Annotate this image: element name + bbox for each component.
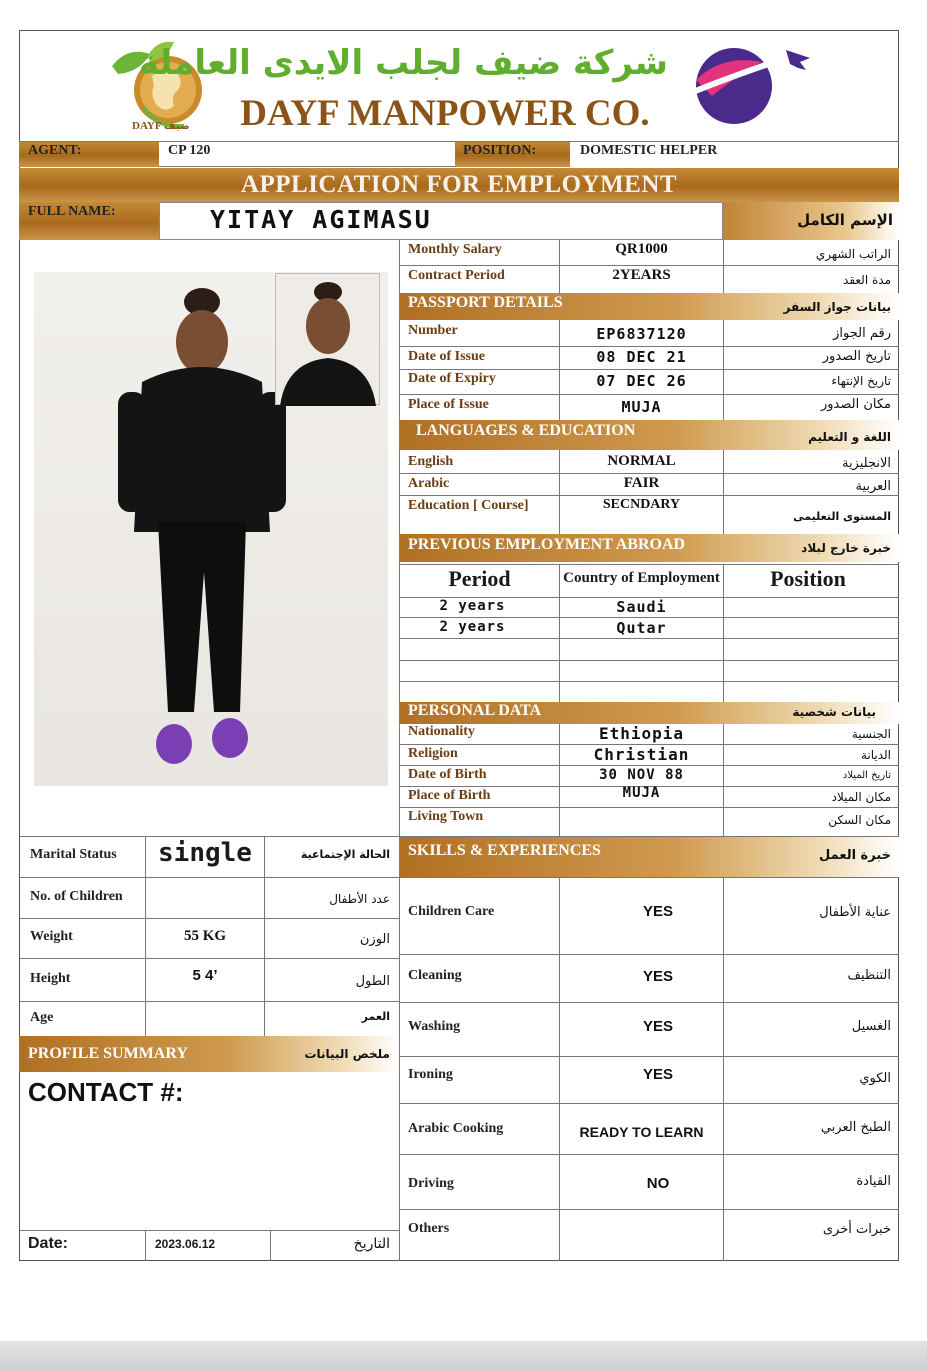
date-of-birth-value: 30 NOV 88 bbox=[599, 767, 684, 783]
place-of-birth-value: MUJA bbox=[622, 785, 661, 801]
profile-section-title: PROFILE SUMMARY bbox=[28, 1045, 188, 1062]
skill-arabic-cooking-ar: الطبخ العربي bbox=[820, 1120, 891, 1135]
religion-ar: الديانة bbox=[860, 748, 891, 762]
divider bbox=[399, 660, 899, 661]
position-value: DOMESTIC HELPER bbox=[580, 143, 718, 158]
personal-section-title-ar: بيانات شخصية bbox=[792, 705, 876, 719]
position-label: POSITION: bbox=[463, 143, 537, 158]
contact-label: CONTACT #: bbox=[28, 1077, 184, 1107]
skill-driving-ar: القيادة bbox=[856, 1174, 891, 1189]
arabic-label: Arabic bbox=[408, 476, 450, 491]
divider bbox=[399, 954, 899, 955]
divider bbox=[399, 638, 899, 639]
employment-period-2: 2 years bbox=[439, 619, 506, 635]
logo-en: DAYF bbox=[132, 120, 162, 132]
country-header: Country of Employment bbox=[563, 570, 720, 586]
arabic-ar: العربية bbox=[855, 479, 891, 494]
monthly-salary-label: Monthly Salary bbox=[408, 242, 502, 257]
divider bbox=[399, 1209, 899, 1210]
divider bbox=[399, 394, 899, 395]
date-value: 2023.06.12 bbox=[155, 1237, 216, 1251]
skill-washing-value: YES bbox=[642, 1018, 673, 1035]
plane-swoosh-icon bbox=[682, 36, 812, 128]
contract-period-value: 2YEARS bbox=[612, 267, 671, 283]
religion-label: Religion bbox=[408, 746, 458, 761]
passport-number-label: Number bbox=[408, 323, 458, 338]
passport-number-value: EP6837120 bbox=[596, 325, 687, 343]
employment-country-2: Qutar bbox=[616, 619, 667, 637]
page-bottom-edge bbox=[0, 1341, 927, 1371]
divider bbox=[723, 450, 724, 534]
english-company-title: DAYF MANPOWER CO. bbox=[240, 93, 650, 134]
place-of-issue-ar: مكان الصدور bbox=[820, 397, 891, 412]
employment-section-title: PREVIOUS EMPLOYMENT ABROAD bbox=[408, 536, 686, 553]
agent-label: AGENT: bbox=[28, 143, 82, 158]
divider bbox=[399, 369, 899, 370]
religion-value: Christian bbox=[593, 745, 690, 764]
skill-children-care-label: Children Care bbox=[408, 904, 495, 919]
logo-ar: ضيف bbox=[163, 121, 190, 132]
personal-section-title: PERSONAL DATA bbox=[408, 702, 542, 719]
contract-period-label: Contract Period bbox=[408, 268, 505, 283]
marital-status-label: Marital Status bbox=[30, 847, 117, 862]
divider bbox=[399, 807, 899, 808]
logo-caption bbox=[132, 120, 202, 134]
divider bbox=[399, 1103, 899, 1104]
divider bbox=[399, 1002, 899, 1003]
skill-cleaning-label: Cleaning bbox=[408, 968, 462, 983]
date-of-issue-ar: تاريخ الصدور bbox=[822, 349, 891, 364]
skill-others-label: Others bbox=[408, 1221, 450, 1236]
weight-value: 55 KG bbox=[183, 928, 227, 944]
contract-period-ar: مدة العقد bbox=[843, 273, 891, 287]
children-ar: عدد الأطفال bbox=[329, 892, 390, 906]
height-ar: الطول bbox=[355, 974, 390, 989]
date-of-birth-label: Date of Birth bbox=[408, 767, 487, 782]
place-of-birth-label: Place of Birth bbox=[408, 788, 491, 803]
divider bbox=[399, 346, 899, 347]
divider bbox=[399, 495, 899, 496]
skill-driving-value: NO bbox=[646, 1175, 670, 1192]
date-of-issue-label: Date of Issue bbox=[408, 349, 485, 364]
divider bbox=[19, 877, 399, 878]
weight-label: Weight bbox=[30, 929, 73, 944]
weight-ar: الوزن bbox=[359, 932, 390, 947]
divider bbox=[399, 1056, 899, 1057]
height-label: Height bbox=[30, 971, 71, 986]
full-name-value: YITAY AGIMASU bbox=[210, 205, 432, 234]
children-label: No. of Children bbox=[30, 889, 123, 904]
nationality-ar: الجنسية bbox=[851, 727, 891, 741]
english-label: English bbox=[408, 454, 454, 469]
languages-section-title: LANGUAGES & EDUCATION bbox=[416, 422, 636, 439]
english-ar: الانجليزية bbox=[841, 456, 891, 471]
languages-section-title-ar: اللغة و التعليم bbox=[808, 430, 891, 444]
divider bbox=[559, 877, 560, 1261]
divider bbox=[399, 265, 899, 266]
divider bbox=[19, 1230, 399, 1231]
position-header: Position bbox=[770, 566, 846, 591]
skill-arabic-cooking-label: Arabic Cooking bbox=[408, 1121, 504, 1136]
divider bbox=[399, 564, 899, 565]
date-of-expiry-ar: تاريخ الإنتهاء bbox=[831, 374, 891, 388]
place-of-issue-label: Place of Issue bbox=[408, 397, 489, 412]
height-value: 5 4’ bbox=[192, 967, 218, 984]
divider bbox=[399, 765, 899, 766]
divider bbox=[19, 918, 399, 919]
age-ar: العمر bbox=[361, 1010, 390, 1023]
skill-cleaning-ar: التنظيف bbox=[847, 968, 891, 983]
divider bbox=[723, 724, 724, 836]
divider bbox=[399, 681, 899, 682]
divider bbox=[723, 320, 724, 420]
living-town-label: Living Town bbox=[408, 809, 484, 824]
date-of-expiry-label: Date of Expiry bbox=[408, 371, 496, 386]
education-value: SECNDARY bbox=[602, 497, 681, 512]
employment-section-title-ar: خبرة خارج لبلاد bbox=[801, 541, 891, 555]
arabic-value: FAIR bbox=[623, 475, 660, 491]
monthly-salary-value: QR1000 bbox=[615, 241, 668, 257]
divider bbox=[19, 1001, 399, 1002]
divider bbox=[399, 877, 899, 878]
full-name-ar: الإسم الكامل bbox=[797, 211, 893, 229]
place-of-birth-ar: مكان الميلاد bbox=[831, 790, 891, 804]
place-of-issue-value: MUJA bbox=[621, 398, 662, 416]
divider bbox=[723, 240, 724, 294]
divider bbox=[19, 141, 899, 142]
date-of-birth-ar: تاريخ الميلاد bbox=[842, 770, 891, 781]
divider bbox=[399, 1154, 899, 1155]
education-label: Education [ Course] bbox=[408, 498, 529, 513]
profile-section-title-ar: ملخص البيانات bbox=[304, 1047, 390, 1061]
passport-section-title-ar: بيانات جواز السفر bbox=[783, 300, 891, 314]
divider bbox=[145, 1230, 146, 1261]
skill-driving-label: Driving bbox=[408, 1176, 454, 1191]
skill-ironing-label: Ironing bbox=[408, 1067, 453, 1082]
skill-arabic-cooking-value: READY TO LEARN bbox=[579, 1124, 704, 1140]
date-label: Date: bbox=[28, 1235, 69, 1252]
skill-children-care-ar: عناية الأطفال bbox=[819, 905, 891, 920]
skills-section-title-ar: خبرة العمل bbox=[819, 848, 891, 863]
employment-period-1: 2 years bbox=[439, 598, 506, 614]
divider bbox=[399, 473, 899, 474]
divider bbox=[264, 836, 265, 1036]
marital-status-value: single bbox=[158, 838, 252, 868]
date-of-issue-value: 08 DEC 21 bbox=[596, 348, 687, 366]
skill-cleaning-value: YES bbox=[642, 968, 673, 985]
skill-children-care-value: YES bbox=[642, 903, 673, 920]
passport-number-ar: رقم الجواز bbox=[833, 326, 891, 341]
divider bbox=[270, 1230, 271, 1261]
full-name-label: FULL NAME: bbox=[28, 204, 116, 219]
skill-washing-label: Washing bbox=[408, 1019, 461, 1034]
date-of-expiry-value: 07 DEC 26 bbox=[596, 372, 687, 390]
divider bbox=[19, 958, 399, 959]
arabic-company-title: شركة ضيف لجلب الايدى العاملة bbox=[138, 43, 668, 83]
nationality-value: Ethiopia bbox=[598, 724, 685, 743]
form-title: APPLICATION FOR EMPLOYMENT bbox=[240, 171, 678, 198]
marital-status-ar: الحالة الإجتماعية bbox=[300, 848, 390, 861]
skill-ironing-ar: الكوي bbox=[859, 1071, 891, 1086]
skill-ironing-value: YES bbox=[642, 1066, 673, 1083]
monthly-salary-ar: الراتب الشهري bbox=[815, 247, 891, 261]
living-town-ar: مكان السكن bbox=[828, 813, 891, 827]
skill-washing-ar: الغسيل bbox=[851, 1019, 891, 1034]
skill-others-ar: خبرات أخرى bbox=[822, 1222, 891, 1237]
agent-value: CP 120 bbox=[168, 143, 211, 158]
education-ar: المستوى التعليمى bbox=[793, 510, 891, 523]
period-header: Period bbox=[448, 566, 511, 591]
passport-photo bbox=[275, 273, 380, 405]
nationality-label: Nationality bbox=[408, 724, 475, 739]
age-label: Age bbox=[30, 1010, 54, 1025]
passport-section-title: PASSPORT DETAILS bbox=[408, 294, 563, 311]
english-value: NORMAL bbox=[607, 453, 676, 469]
divider bbox=[399, 617, 899, 618]
skills-section-title: SKILLS & EXPERIENCES bbox=[408, 842, 601, 859]
date-ar: التاريخ bbox=[353, 1236, 390, 1252]
employment-country-1: Saudi bbox=[616, 598, 667, 616]
